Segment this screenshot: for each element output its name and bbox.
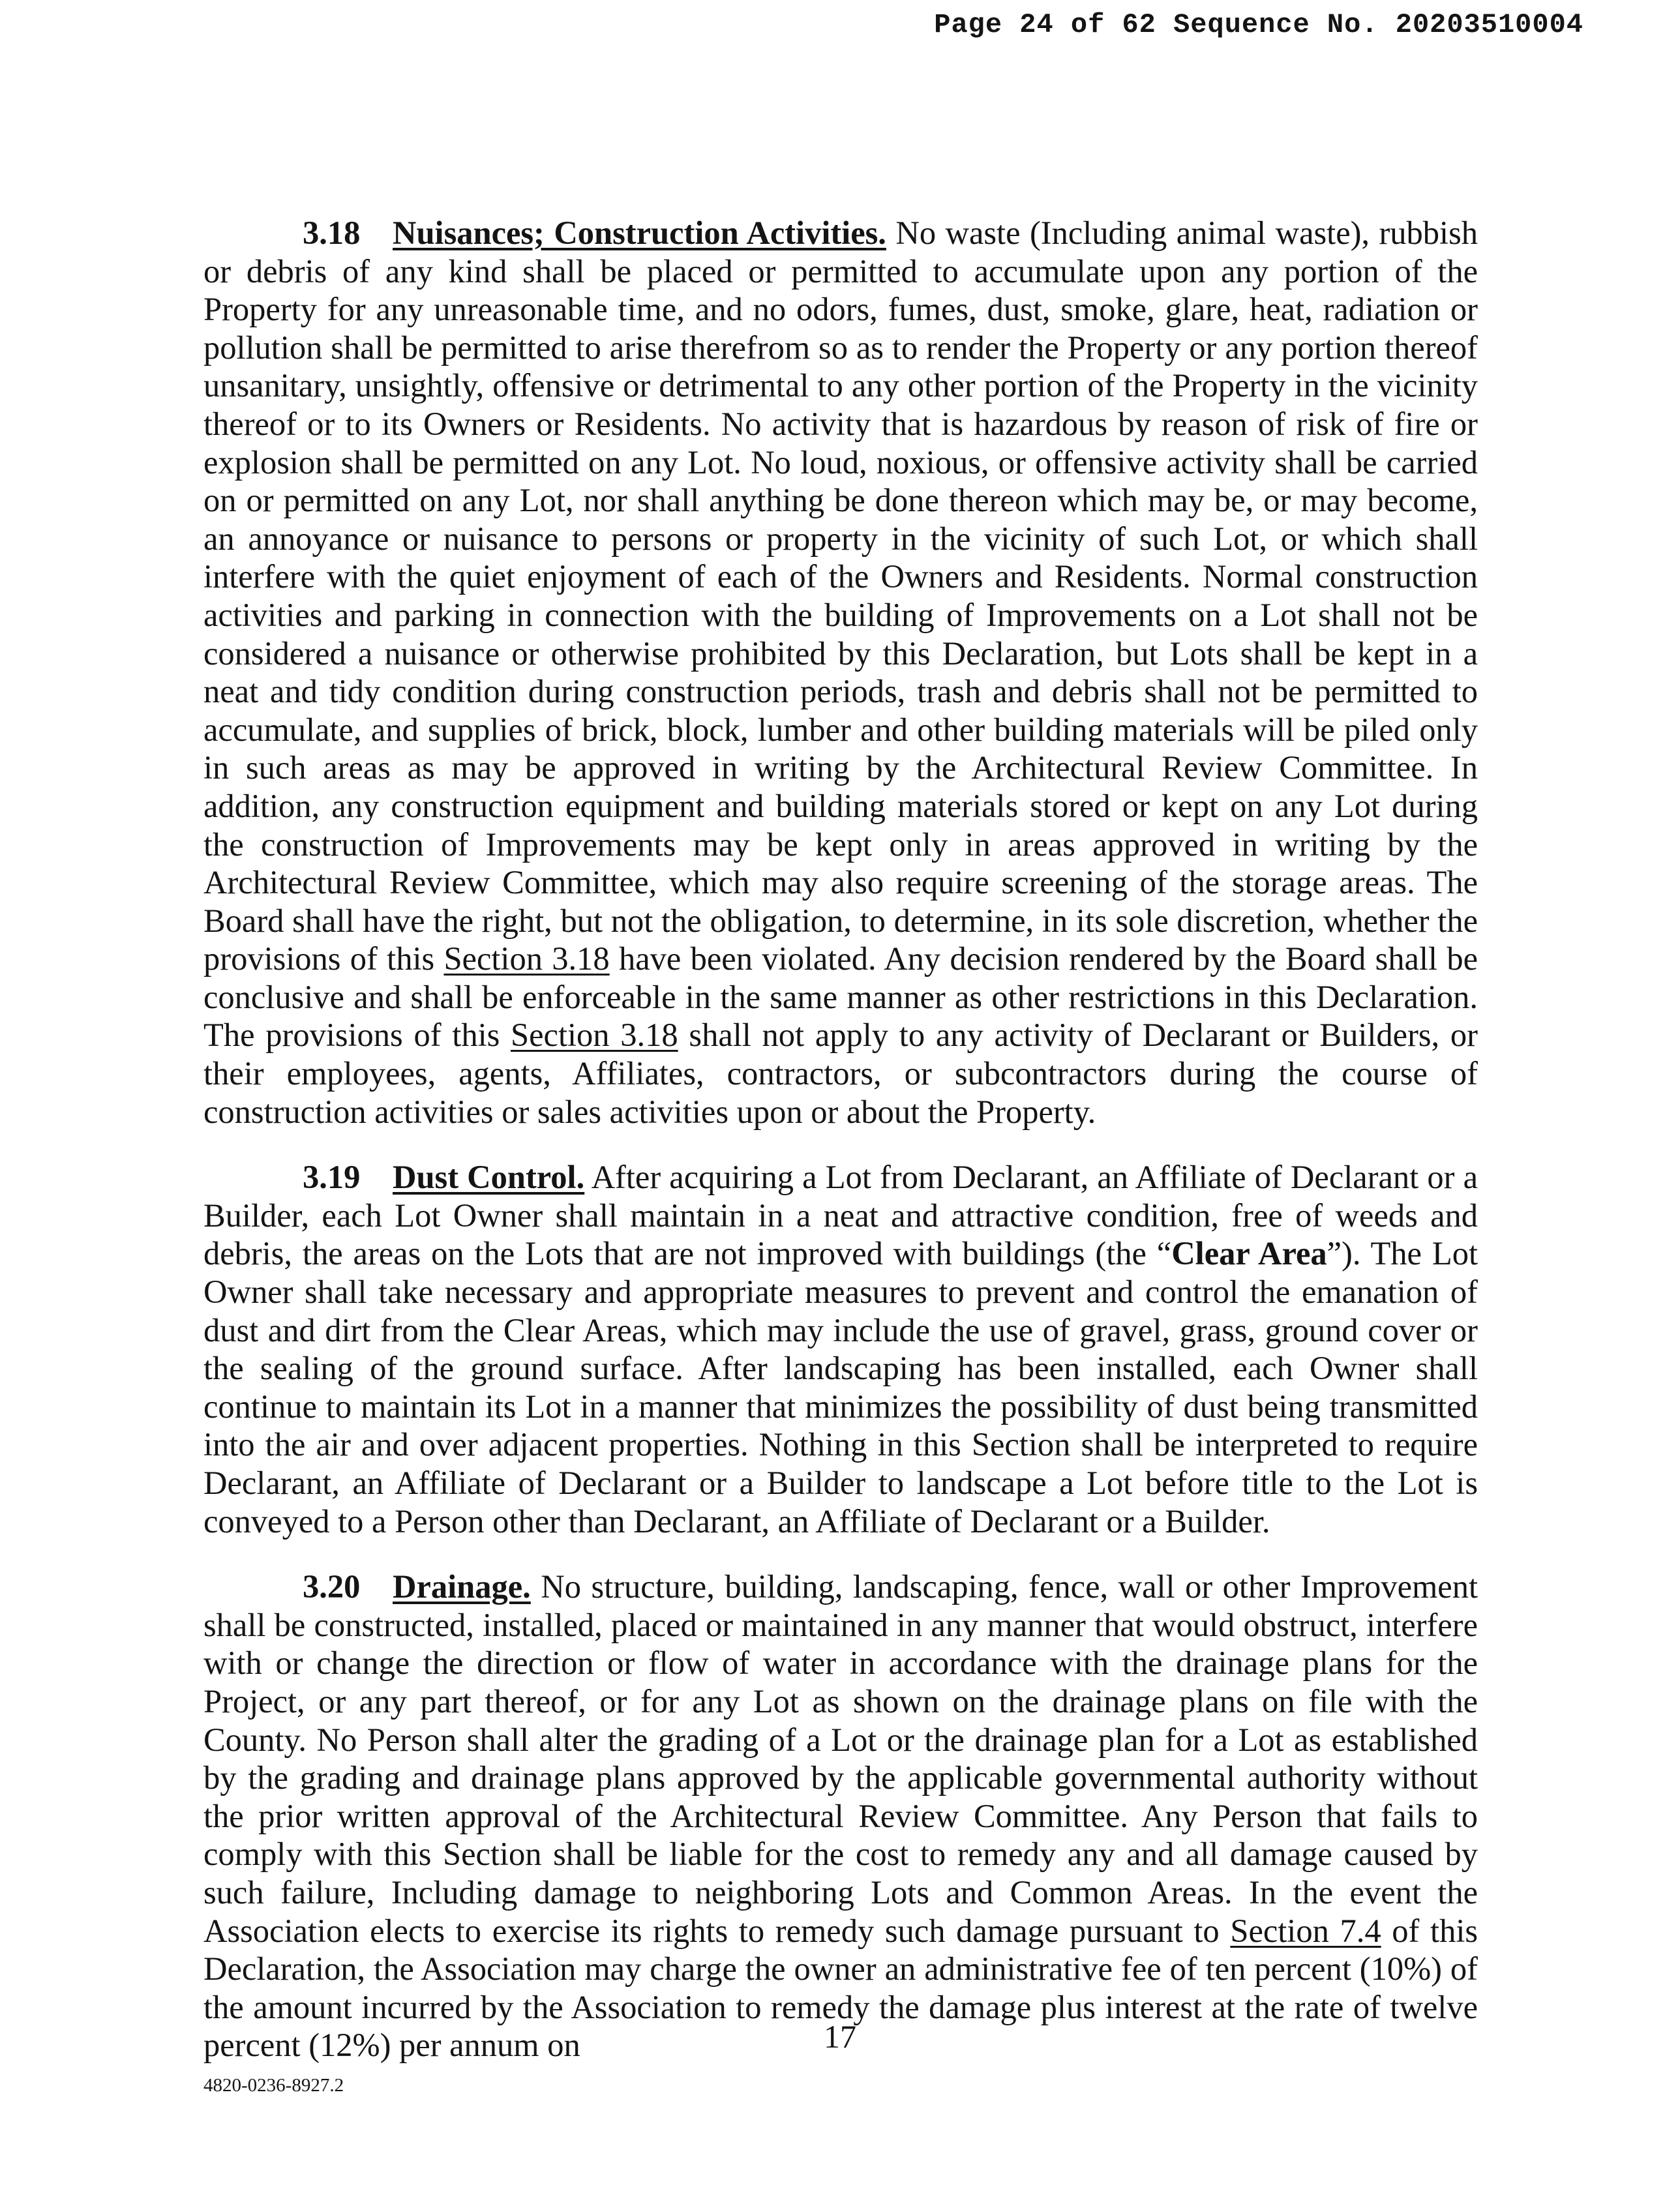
section-text: No structure, building, landscaping, fence, wall or other Improvement shall be constructed, installed, placed or maintained in any manner that would obstruct, interfere with or change the direction or flow of water in accordance with the drainage plans for the Project, or any part thereof, or for any Lot as shown on the drainage plans on file with the County. No Person shall alter the grading of a Lot or the drainage plan for a Lot as established by the grading and drainage plans approved by the applicable governmental authority without the prior written approval of the Architectural Review Committee. Any Person that fails to comply with this Section shall be liable for the cost to remedy any and all damage caused by such failure, Including damage to neighboring Lots and Common Areas. In the event the Association elects to exercise its rights to remedy such damage pursuant to	[203, 1568, 1478, 1949]
section-3-20	[203, 1568, 1478, 2064]
section-heading: Drainage.	[393, 1568, 531, 1605]
section-heading: Dust Control.	[393, 1159, 585, 1196]
section-number: 3.20	[303, 1568, 361, 1605]
section-number: 3.18	[303, 215, 361, 251]
section-text: shall not apply to any activity of Declarant or Builders, or their employees, agents, Affiliates, contractors, or subcontractors during the course of construction activities or sales activities upon or about the Property.	[203, 1017, 1478, 1130]
section-text: ”). The Lot Owner shall take necessary and appropriate measures to prevent and control the emanation of dust and dirt from the Clear Areas, which may include the use of gravel, grass, ground cover or the sealing of the ground surface. After landscaping has been installed, each Owner shall continue to maintain its Lot in a manner that minimizes the possibility of dust being transmitted into the air and over adjacent properties. Nothing in this Section shall be interpreted to require Declarant, an Affiliate of Declarant or a Builder to landscape a Lot before title to the Lot is conveyed to a Person other than Declarant, an Affiliate of Declarant or a Builder.	[203, 1235, 1478, 1540]
section-reference: Section 7.4	[1230, 1912, 1381, 1949]
section-3-18	[203, 214, 1478, 1131]
section-text: have been violated. Any decision rendered by the Board shall be conclusive and shall be enforceable in the same manner as other restrictions in this Declaration. The provisions of this	[203, 940, 1478, 1054]
document-body	[203, 214, 1478, 2092]
section-number: 3.19	[303, 1159, 361, 1196]
defined-term: Clear Area	[1171, 1235, 1327, 1272]
section-3-19	[203, 1158, 1478, 1540]
page-number: 17	[824, 2018, 856, 2055]
section-text: of this Declaration, the Association may charge the owner an administrative fee of ten percent (10%) of the amount incurred by the Association to remedy the damage plus interest at the rate of twelve percent (12%) per annum on	[203, 1912, 1478, 2064]
section-text: No waste (Including animal waste), rubbish or debris of any kind shall be placed or permitted to accumulate upon any portion of the Property for any unreasonable time, and no odors, fumes, dust, smoke, glare, heat, radiation or pollution shall be permitted to arise therefrom so as to render the Property or any portion thereof unsanitary, unsightly, offensive or detrimental to any other portion of the Property in the vicinity thereof or to its Owners or Residents. No activity that is hazardous by reason of risk of fire or explosion shall be permitted on any Lot. No loud, noxious, or offensive activity shall be carried on or permitted on any Lot, nor shall anything be done thereon which may be, or may become, an annoyance or nuisance to persons or property in the vicinity of such Lot, or which shall interfere with the quiet enjoyment of each of the Owners and Residents. Normal construction activities and parking in connection with the building of Improvements on a Lot shall not be considered a nuisance or otherwise prohibited by this Declaration, but Lots shall be kept in a neat and tidy condition during construction periods, trash and debris shall not be permitted to accumulate, and supplies of brick, block, lumber and other building materials will be piled only in such areas as may be approved in writing by the Architectural Review Committee. In addition, any construction equipment and building materials stored or kept on any Lot during the construction of Improvements may be kept only in areas approved in writing by the Architectural Review Committee, which may also require screening of the storage areas. The Board shall have the right, but not the obligation, to determine, in its sole discretion, whether the provisions of this	[203, 215, 1478, 977]
page-sequence-stamp: Page 24 of 62 Sequence No. 20203510004	[934, 9, 1583, 40]
section-text: After acquiring a Lot from Declarant, an Affiliate of Declarant or a Builder, each Lot Owner shall maintain in a neat and attractive condition, free of weeds and debris, the areas on the Lots that are not improved with buildings (the “	[203, 1159, 1478, 1272]
section-reference: Section 3.18	[443, 940, 610, 977]
section-reference: Section 3.18	[511, 1017, 678, 1054]
section-heading: Nuisances; Construction Activities.	[393, 215, 886, 251]
document-id: 4820-0236-8927.2	[203, 2075, 344, 2096]
